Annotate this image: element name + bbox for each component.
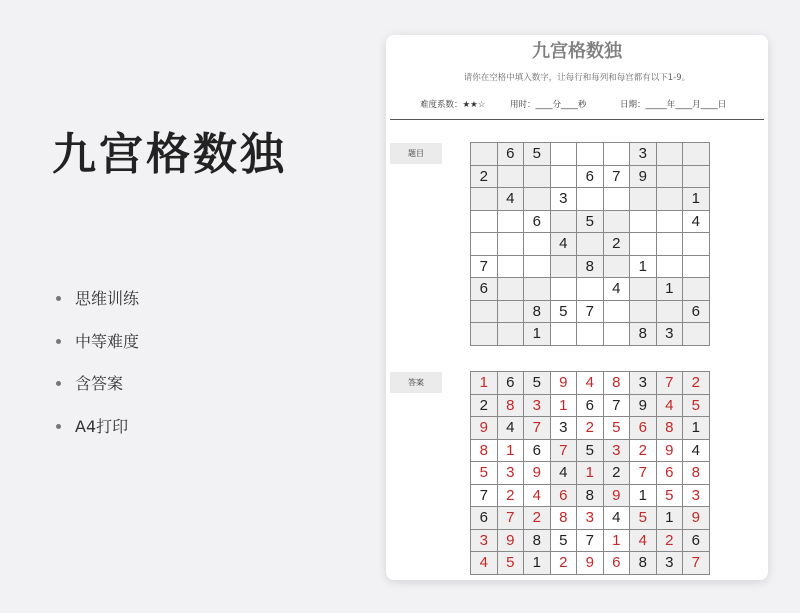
- puzzle-cell: [471, 143, 498, 166]
- puzzle-cell: 8: [577, 256, 604, 279]
- answer-cell: 4: [657, 395, 684, 418]
- answer-cell: 3: [471, 530, 498, 553]
- feature-label: 含答案: [75, 374, 124, 393]
- puzzle-cell: 4: [604, 278, 631, 301]
- puzzle-cell: [524, 256, 551, 279]
- puzzle-cell: [551, 256, 578, 279]
- answer-cell: 2: [551, 552, 578, 575]
- puzzle-cell: [604, 256, 631, 279]
- puzzle-cell: 3: [630, 143, 657, 166]
- puzzle-cell: 5: [524, 143, 551, 166]
- bullet-icon: [56, 424, 61, 429]
- puzzle-cell: [657, 166, 684, 189]
- answer-cell: 7: [630, 462, 657, 485]
- answer-grid: [470, 371, 710, 575]
- worksheet-preview: [386, 35, 768, 580]
- puzzle-cell: [524, 188, 551, 211]
- answer-cell: 7: [471, 485, 498, 508]
- puzzle-cell: [683, 166, 710, 189]
- feature-item: [56, 412, 139, 455]
- feature-list: [56, 284, 139, 454]
- answer-cell: 3: [604, 440, 631, 463]
- answer-cell: 8: [657, 417, 684, 440]
- feature-label: A4打印: [75, 416, 129, 436]
- feature-label: 中等难度: [75, 331, 140, 351]
- answer-cell: 5: [577, 440, 604, 463]
- puzzle-cell: 2: [471, 166, 498, 189]
- puzzle-cell: [498, 166, 525, 189]
- puzzle-cell: [683, 233, 710, 256]
- puzzle-cell: 1: [683, 188, 710, 211]
- answer-cell: 7: [524, 417, 551, 440]
- answer-cell: 5: [657, 485, 684, 508]
- answer-cell: 3: [630, 372, 657, 395]
- answer-cell: 6: [657, 462, 684, 485]
- puzzle-cell: 9: [630, 166, 657, 189]
- puzzle-cell: [604, 188, 631, 211]
- puzzle-cell: [471, 233, 498, 256]
- puzzle-cell: 6: [524, 211, 551, 234]
- answer-cell: 4: [683, 440, 710, 463]
- answer-cell: 3: [657, 552, 684, 575]
- time-field: 用时：____分____秒: [510, 100, 587, 110]
- bullet-icon: [56, 296, 61, 301]
- puzzle-cell: [471, 211, 498, 234]
- puzzle-cell: 6: [498, 143, 525, 166]
- answer-cell: 5: [604, 417, 631, 440]
- puzzle-cell: [498, 256, 525, 279]
- puzzle-cell: [577, 323, 604, 346]
- divider: [390, 119, 764, 120]
- hero-title: 九宫格数独: [52, 129, 287, 180]
- answer-cell: 8: [471, 440, 498, 463]
- answer-cell: 3: [551, 417, 578, 440]
- answer-cell: 7: [498, 507, 525, 530]
- answer-cell: 1: [524, 552, 551, 575]
- puzzle-cell: [498, 211, 525, 234]
- difficulty-field: 难度系数：★★☆: [420, 100, 486, 110]
- answer-cell: 6: [498, 372, 525, 395]
- puzzle-cell: [657, 301, 684, 324]
- puzzle-cell: [630, 278, 657, 301]
- answer-cell: 1: [471, 372, 498, 395]
- puzzle-cell: 6: [577, 166, 604, 189]
- answer-cell: 8: [551, 507, 578, 530]
- puzzle-cell: 6: [471, 278, 498, 301]
- puzzle-cell: 7: [577, 301, 604, 324]
- puzzle-cell: [657, 211, 684, 234]
- answer-cell: 4: [630, 530, 657, 553]
- answer-cell: 9: [577, 552, 604, 575]
- answer-cell: 4: [524, 485, 551, 508]
- puzzle-cell: [524, 233, 551, 256]
- puzzle-cell: [630, 188, 657, 211]
- answer-cell: 6: [551, 485, 578, 508]
- answer-cell: 2: [471, 395, 498, 418]
- puzzle-cell: [683, 256, 710, 279]
- puzzle-cell: 3: [551, 188, 578, 211]
- answer-cell: 2: [604, 462, 631, 485]
- puzzle-cell: [471, 301, 498, 324]
- instructions: 请你在空格中填入数字，让每行和每列和每宫都有以下1-9。: [463, 73, 691, 83]
- date-field: 日期：_____年____月____日: [620, 100, 727, 110]
- puzzle-cell: 1: [524, 323, 551, 346]
- puzzle-cell: [577, 143, 604, 166]
- puzzle-cell: [604, 211, 631, 234]
- puzzle-cell: [683, 278, 710, 301]
- puzzle-cell: [524, 166, 551, 189]
- puzzle-cell: [630, 301, 657, 324]
- answer-cell: 6: [604, 552, 631, 575]
- answer-cell: 6: [630, 417, 657, 440]
- puzzle-cell: [551, 278, 578, 301]
- answer-cell: 8: [604, 372, 631, 395]
- answer-cell: 2: [683, 372, 710, 395]
- answer-cell: 5: [551, 530, 578, 553]
- puzzle-cell: 6: [683, 301, 710, 324]
- answer-cell: 8: [683, 462, 710, 485]
- puzzle-cell: [657, 188, 684, 211]
- sheet-title: 九宫格数独: [532, 41, 622, 62]
- answer-cell: 4: [604, 507, 631, 530]
- puzzle-cell: [577, 188, 604, 211]
- puzzle-cell: 1: [630, 256, 657, 279]
- puzzle-cell: [630, 211, 657, 234]
- answer-cell: 9: [604, 485, 631, 508]
- answer-cell: 9: [657, 440, 684, 463]
- puzzle-cell: [630, 233, 657, 256]
- answer-cell: 5: [471, 462, 498, 485]
- answer-cell: 1: [604, 530, 631, 553]
- puzzle-cell: [577, 278, 604, 301]
- answer-cell: 4: [471, 552, 498, 575]
- puzzle-cell: [551, 211, 578, 234]
- answer-cell: 3: [683, 485, 710, 508]
- puzzle-cell: [577, 233, 604, 256]
- answer-cell: 1: [630, 485, 657, 508]
- answer-cell: 4: [551, 462, 578, 485]
- answer-cell: 8: [498, 395, 525, 418]
- answer-cell: 9: [630, 395, 657, 418]
- feature-item: [56, 284, 139, 327]
- answer-cell: 3: [498, 462, 525, 485]
- puzzle-cell: [498, 233, 525, 256]
- puzzle-grid: [470, 142, 710, 346]
- answer-cell: 9: [683, 507, 710, 530]
- answer-cell: 9: [524, 462, 551, 485]
- puzzle-cell: 4: [551, 233, 578, 256]
- answer-cell: 7: [657, 372, 684, 395]
- answer-cell: 9: [471, 417, 498, 440]
- puzzle-cell: 7: [604, 166, 631, 189]
- answer-cell: 3: [577, 507, 604, 530]
- puzzle-cell: [551, 166, 578, 189]
- answer-cell: 2: [498, 485, 525, 508]
- bullet-icon: [56, 339, 61, 344]
- answer-cell: 6: [471, 507, 498, 530]
- answer-cell: 1: [551, 395, 578, 418]
- puzzle-cell: [604, 143, 631, 166]
- puzzle-cell: [657, 233, 684, 256]
- answer-cell: 6: [524, 440, 551, 463]
- answer-cell: 7: [604, 395, 631, 418]
- answer-cell: 9: [551, 372, 578, 395]
- puzzle-cell: [683, 323, 710, 346]
- answer-cell: 3: [524, 395, 551, 418]
- answer-cell: 5: [630, 507, 657, 530]
- puzzle-cell: 5: [577, 211, 604, 234]
- answer-cell: 7: [551, 440, 578, 463]
- puzzle-cell: 5: [551, 301, 578, 324]
- answer-cell: 1: [657, 507, 684, 530]
- answer-cell: 4: [498, 417, 525, 440]
- puzzle-cell: [498, 323, 525, 346]
- answer-cell: 2: [577, 417, 604, 440]
- feature-item: [56, 327, 139, 370]
- answer-cell: 9: [498, 530, 525, 553]
- puzzle-cell: [657, 256, 684, 279]
- puzzle-cell: [551, 323, 578, 346]
- answer-cell: 5: [683, 395, 710, 418]
- feature-item: [56, 369, 139, 412]
- answer-cell: 1: [577, 462, 604, 485]
- bullet-icon: [56, 381, 61, 386]
- answer-cell: 7: [577, 530, 604, 553]
- puzzle-cell: 8: [630, 323, 657, 346]
- answer-cell: 2: [524, 507, 551, 530]
- puzzle-cell: [551, 143, 578, 166]
- puzzle-label: 题目: [390, 143, 442, 164]
- answer-cell: 8: [630, 552, 657, 575]
- puzzle-cell: [657, 143, 684, 166]
- puzzle-cell: [604, 301, 631, 324]
- feature-label: 思维训练: [75, 289, 140, 308]
- answer-cell: 6: [577, 395, 604, 418]
- answer-cell: 2: [630, 440, 657, 463]
- puzzle-cell: 4: [683, 211, 710, 234]
- puzzle-cell: 4: [498, 188, 525, 211]
- answer-cell: 4: [577, 372, 604, 395]
- puzzle-cell: 7: [471, 256, 498, 279]
- answer-cell: 8: [524, 530, 551, 553]
- puzzle-cell: [498, 301, 525, 324]
- puzzle-cell: [471, 188, 498, 211]
- puzzle-cell: 2: [604, 233, 631, 256]
- answer-label: 答案: [390, 372, 442, 393]
- answer-cell: 1: [683, 417, 710, 440]
- answer-cell: 2: [657, 530, 684, 553]
- answer-cell: 7: [683, 552, 710, 575]
- answer-cell: 1: [498, 440, 525, 463]
- answer-cell: 5: [524, 372, 551, 395]
- puzzle-cell: [471, 323, 498, 346]
- puzzle-cell: 1: [657, 278, 684, 301]
- puzzle-cell: 8: [524, 301, 551, 324]
- answer-cell: 8: [577, 485, 604, 508]
- answer-cell: 6: [683, 530, 710, 553]
- puzzle-cell: [683, 143, 710, 166]
- answer-cell: 5: [498, 552, 525, 575]
- puzzle-cell: 3: [657, 323, 684, 346]
- puzzle-cell: [604, 323, 631, 346]
- puzzle-cell: [524, 278, 551, 301]
- puzzle-cell: [498, 278, 525, 301]
